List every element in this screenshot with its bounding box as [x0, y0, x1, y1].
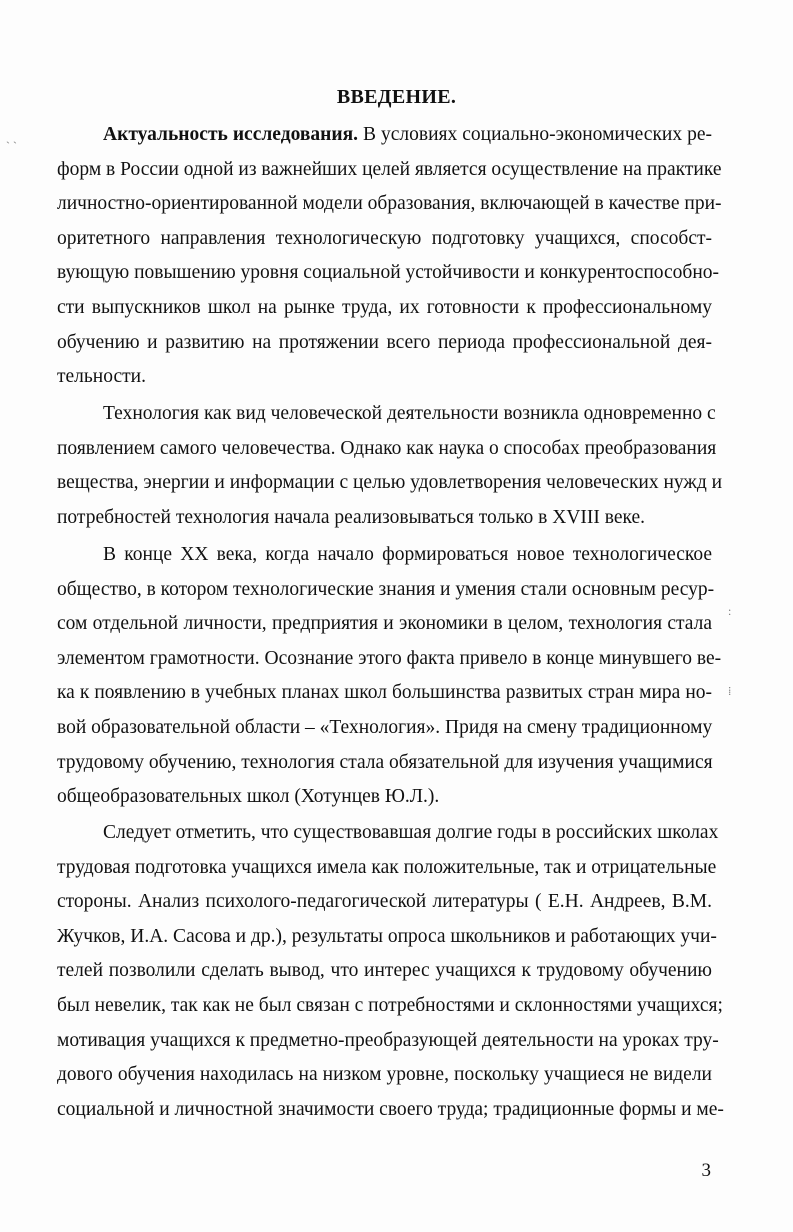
text-line: Актуальность исследования. В условиях социально-экономических ре- — [103, 124, 712, 145]
paragraph-labor-training — [57, 816, 724, 1127]
text-line: появлением самого человечества. Однако как наука о способах преобразования — [57, 437, 717, 459]
paragraph-relevance — [57, 118, 722, 395]
text-line: Следует отметить, что существовавшая долгие годы в российских школах — [103, 822, 719, 843]
paragraph-technology-society — [57, 538, 722, 815]
text-line: форм в России одной из важнейших целей является осуществление на практике — [57, 158, 722, 180]
text-line: В конце XX века, когда начало формироваться новое технологическое — [103, 544, 712, 565]
text-line: мотивация учащихся к предметно-преобразующей деятельности на уроках тру- — [57, 1029, 719, 1051]
scan-speck: ⁞ — [728, 684, 732, 698]
text-line: телей позволили сделать вывод, что интерес учащихся к трудовому обучению — [57, 960, 712, 982]
scan-speck: ˎ ˏ — [6, 130, 17, 144]
text-line: сти выпускников школ на рынке труда, их готовности к профессиональному — [57, 296, 712, 318]
text-line: элементом грамотности. Осознание этого факта привело в конце минувшего ве- — [57, 647, 722, 669]
text-line: стороны. Анализ психолого-педагогической литературы ( Е.Н. Андреев, В.М. — [57, 891, 712, 913]
text-line: оритетного направления технологическую подготовку учащихся, способст- — [57, 227, 712, 249]
scan-speck: : — [728, 604, 732, 618]
text-line: вещества, энергии и информации с целью удовлетворения человеческих нужд и — [57, 472, 723, 494]
text-line: общество, в котором технологические знания и умения стали основным ресур- — [57, 578, 715, 600]
relevance-heading: Актуальность исследования. — [103, 124, 359, 145]
text-line: вой образовательной области – «Технология». Придя на смену традиционному — [57, 716, 713, 738]
text-line: сом отдельной личности, предприятия и экономики в целом, технология стала — [57, 613, 712, 635]
text-line: общеобразовательных школ (Хотунцев Ю.Л.). — [57, 786, 440, 808]
text-line: был невелик, так как не был связан с потребностями и склонностями учащихся; — [57, 994, 723, 1016]
text-line: социальной и личностной значимости своего труда; традиционные формы и ме- — [57, 1098, 724, 1120]
text-line: Технология как вид человеческой деятельности возникла одновременно с — [103, 403, 716, 424]
paragraph-technology-history — [57, 397, 723, 535]
text-line: ка к появлению в учебных планах школ большинства развитых стран мира но- — [57, 682, 712, 704]
text-line: Жучков, И.А. Сасова и др.), результаты опроса школьников и работающих учи- — [57, 925, 717, 947]
text-line: трудовому обучению, технология стала обязательной для изучения учащимися — [57, 751, 713, 773]
page-number: 3 — [701, 1160, 711, 1181]
text-line: трудовая подготовка учащихся имела как положительные, так и отрицательные — [57, 856, 717, 878]
text-line: дового обучения находилась на низком уровне, поскольку учащиеся не видели — [57, 1064, 712, 1086]
text-line: обучению и развитию на протяжении всего периода профессиональной дея- — [57, 331, 712, 353]
page-title: ВВЕДЕНИЕ. — [336, 86, 457, 108]
text-line: вующую повышению уровня социальной устойчивости и конкурентоспособно- — [57, 262, 720, 284]
text-line: тельности. — [57, 366, 146, 388]
text-line: личностно-ориентированной модели образования, включающей в качестве при- — [57, 193, 722, 215]
text-line: потребностей технология начала реализовываться только в XVIII веке. — [57, 506, 646, 528]
